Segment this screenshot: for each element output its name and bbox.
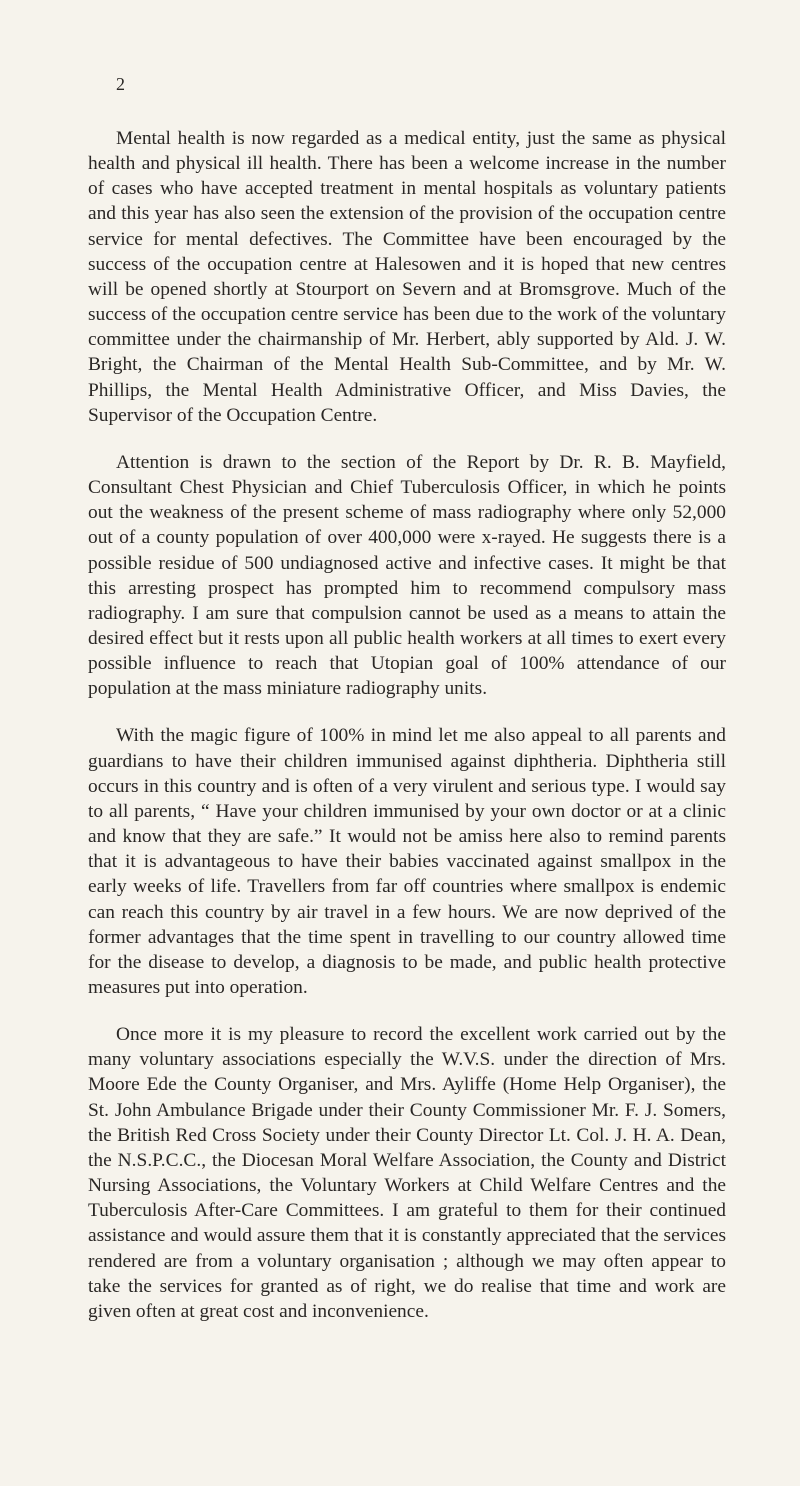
page-number: 2 <box>116 74 125 94</box>
paragraph-mental-health: Mental health is now regarded as a medical entity, just the same as physical health and physical ill health. There has been a welcome increase in the number of cases who have accepted treatment in mental hospitals as voluntary patients and this year has also seen the extension of the provision of the occupation centre service for mental defectives. The Committee have been encouraged by the success of the occupation centre at Halesowen and it is hoped that new centres will be opened shortly at Stourport on Severn and at Bromsgrove. Much of the success of the occupation centre service has been due to the work of the voluntary committee under the chairmanship of Mr. Herbert, ably supported by Ald. J. W. Bright, the Chairman of the Mental Health Sub-Committee, and by Mr. W. Phillips, the Mental Health Administrative Officer, and Miss Davies, the Supervisor of the Occupation Centre. <box>88 128 726 426</box>
paragraph-immunisation: With the magic figure of 100% in mind let me also appeal to all parents and guardians to have their children immunised against diphtheria. Diphtheria still occurs in this country and is often of a very virulent and serious type. I would say to all parents, “ Have your children immunised by your own doctor or at a clinic and know that they are safe.” It would not be amiss here also to remind parents that it is advantageous to have their babies vaccinated against smallpox in the early weeks of life. Travellers from far off countries where smallpox is endemic can reach this country by air travel in a few hours. We are now deprived of the former advantages that the time spent in travelling to our country allowed time for the disease to develop, a diagnosis to be made, and public health protective measures put into operation. <box>88 725 726 998</box>
paragraph-voluntary-associations: Once more it is my pleasure to record the excellent work carried out by the many voluntary associations especially the W.V.S. under the direction of Mrs. Moore Ede the County Organiser, and Mrs. Ayliffe (Home Help Organiser), the St. John Ambulance Brigade under their County Commissioner Mr. F. J. Somers, the British Red Cross Society under their County Director Lt. Col. J. H. A. Dean, the N.S.P.C.C., the Diocesan Moral Welfare Association, the County and District Nursing Associations, the Voluntary Workers at Child Welfare Centres and the Tuberculosis After-Care Committees. I am grateful to them for their continued assistance and would assure them that it is constantly appreciated that the services rendered are from a voluntary organisation ; although we may often appear to take the services for granted as of right, we do realise that time and work are given often at great cost and inconvenience. <box>88 1024 726 1322</box>
paragraph-mass-radiography: Attention is drawn to the section of the Report by Dr. R. B. Mayfield, Consultant Chest Physician and Chief Tuberculosis Officer, in which he points out the weakness of the present scheme of mass radiography where only 52,000 out of a county population of over 400,000 were x-rayed. He suggests there is a possible residue of 500 undiagnosed active and infective cases. It might be that this arresting prospect has prompted him to recommend compulsory mass radiography. I am sure that compulsion cannot be used as a means to attain the desired effect but it rests upon all public health workers at all times to exert every possible influence to reach that Utopian goal of 100% attendance of our population at the mass miniature radiography units. <box>88 451 726 700</box>
body-text <box>88 126 726 1324</box>
